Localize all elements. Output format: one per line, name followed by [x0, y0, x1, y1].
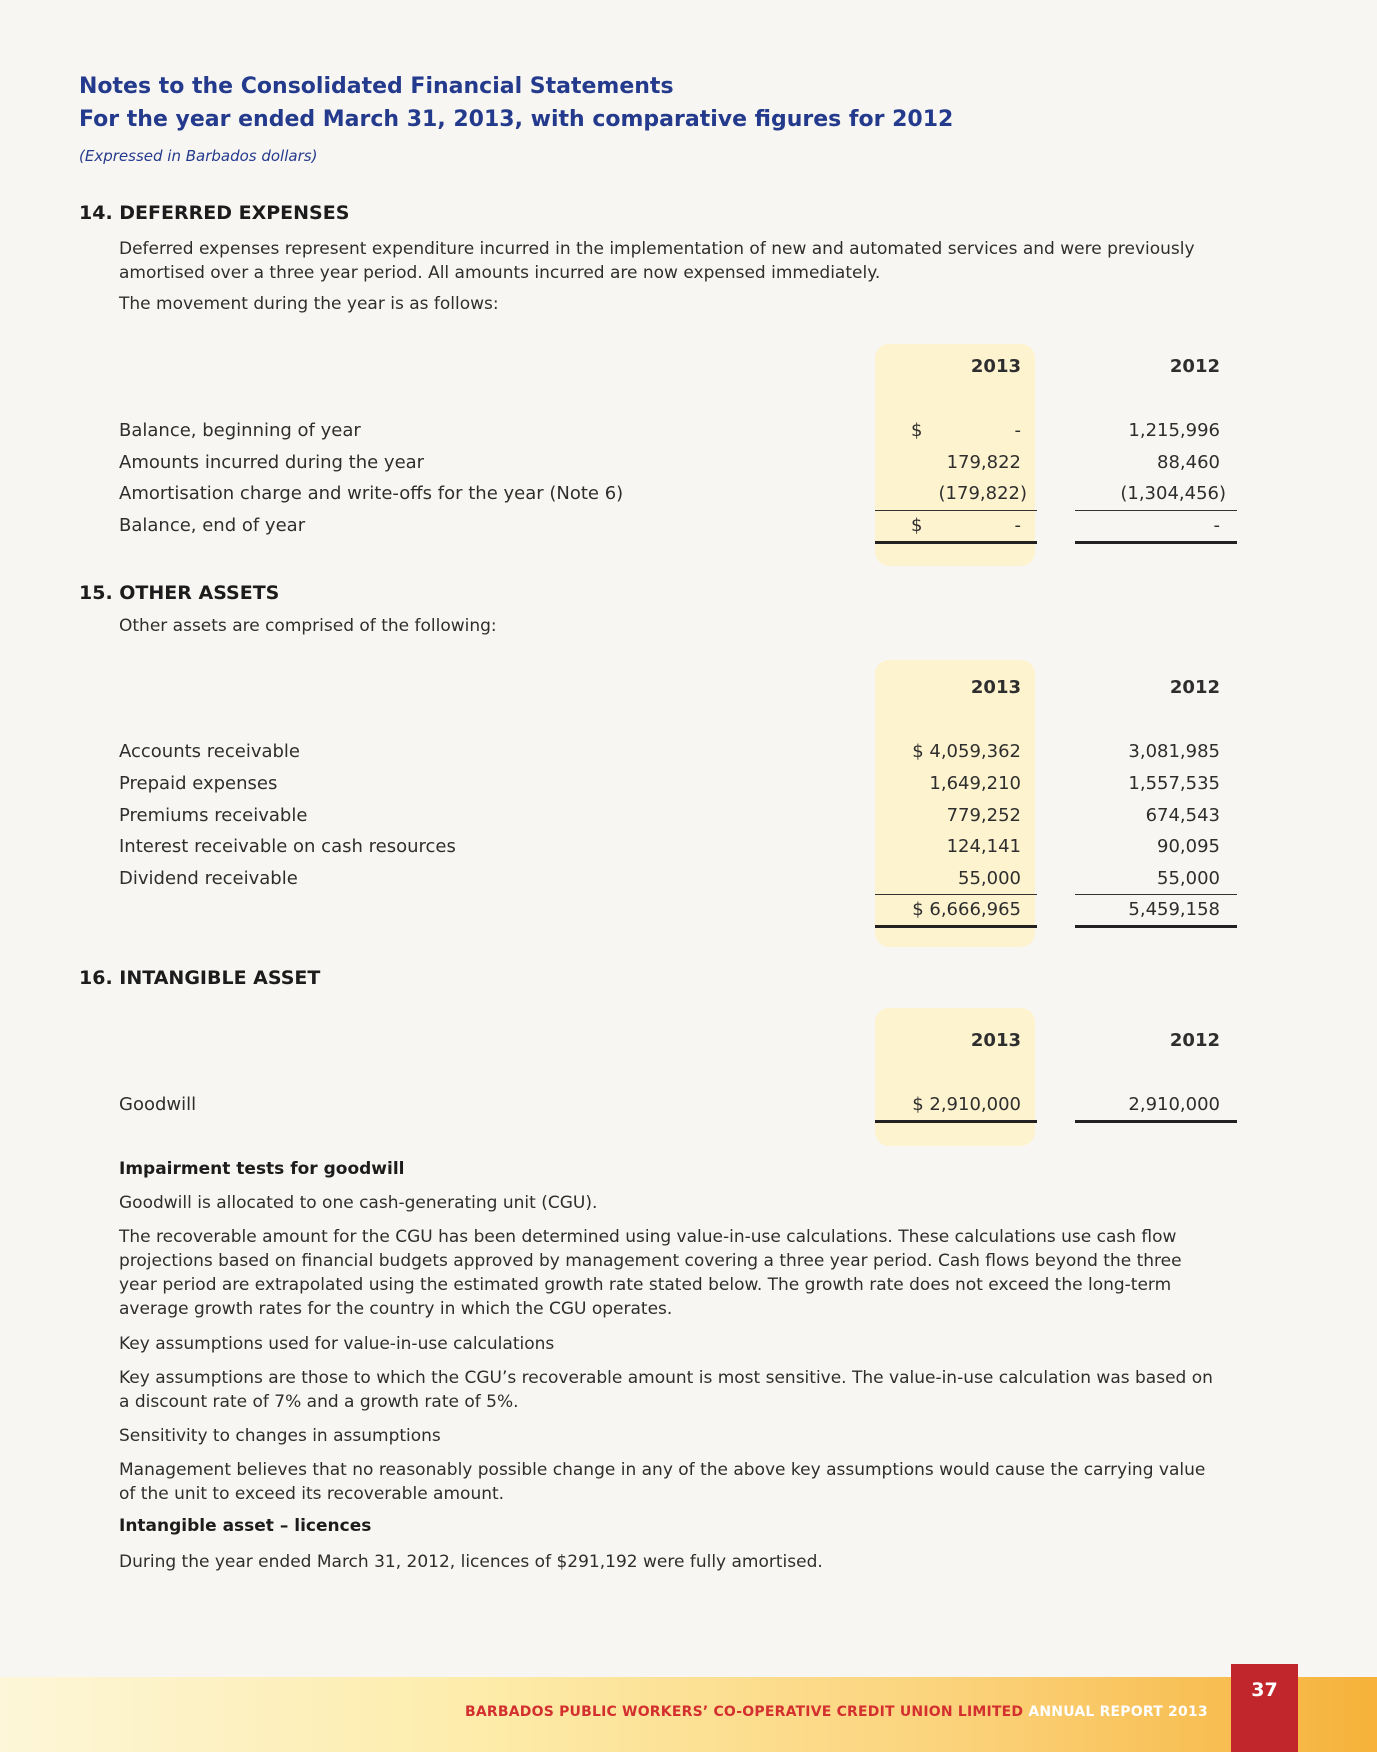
value-2013: (179,822)	[938, 483, 1027, 504]
total-rule	[875, 925, 1037, 928]
value-2013: 55,000	[958, 868, 1021, 889]
row-label: Prepaid expenses	[119, 773, 278, 794]
impairment-heading: Impairment tests for goodwill	[119, 1159, 405, 1179]
value-2012: 2,910,000	[1128, 1094, 1220, 1115]
value-2013: 779,252	[946, 805, 1021, 826]
paragraph	[119, 1366, 1259, 1414]
value-2012: (1,304,456)	[1120, 483, 1226, 504]
paragraph	[119, 1225, 1259, 1321]
paragraph-line: The recoverable amount for the CGU has been determined using value-in-use calculations. These calculations use cash flow	[119, 1227, 1177, 1247]
subtotal-rule	[875, 510, 1037, 511]
value-2013: $ 2,910,000	[912, 1094, 1021, 1115]
column-header-2013: 2013	[970, 677, 1021, 698]
page-subtitle: For the year ended March 31, 2013, with comparative figures for 2012	[79, 107, 954, 132]
value-2013: 1,649,210	[929, 773, 1021, 794]
column-header-2012: 2012	[1169, 356, 1220, 377]
row-label: Premiums receivable	[119, 805, 308, 826]
paragraph-line: year period are extrapolated using the estimated growth rate stated below. The growth rate does not exceed the long-term	[119, 1275, 1172, 1295]
row-label: Dividend receivable	[119, 868, 298, 889]
section-16-heading: 16. INTANGIBLE ASSET	[79, 967, 321, 989]
highlight-column-2013	[875, 1008, 1035, 1146]
row-label: Accounts receivable	[119, 741, 301, 762]
currency-symbol: $	[911, 515, 923, 536]
paragraph: Sensitivity to changes in assumptions	[119, 1426, 441, 1446]
page-title: Notes to the Consolidated Financial Statements	[79, 74, 674, 99]
paragraph-line: of the unit to exceed its recoverable amount.	[119, 1484, 505, 1504]
row-label: Goodwill	[119, 1094, 197, 1115]
row-label: Balance, end of year	[119, 515, 306, 536]
footer-report: ANNUAL REPORT 2013	[1028, 1704, 1208, 1720]
row-label: Amounts incurred during the year	[119, 452, 425, 473]
paragraph: Goodwill is allocated to one cash-generating unit (CGU).	[119, 1193, 598, 1213]
section-15-heading: 15. OTHER ASSETS	[79, 582, 280, 604]
value-2013: 124,141	[946, 836, 1021, 857]
paragraph-line: average growth rates for the country in which the CGU operates.	[119, 1299, 673, 1319]
page-number: 37	[1251, 1679, 1278, 1701]
paragraph-line: projections based on financial budgets approved by management covering a three year period. Cash flows beyond the three	[119, 1251, 1182, 1271]
section-14-intro: The movement during the year is as follows:	[119, 294, 499, 314]
value-2012: 55,000	[1157, 868, 1220, 889]
total-rule	[875, 1120, 1037, 1123]
total-2013: $ 6,666,965	[912, 899, 1021, 920]
row-label: Balance, beginning of year	[119, 420, 361, 441]
paragraph-line: a discount rate of 7% and a growth rate of 5%.	[119, 1392, 519, 1412]
licences-heading: Intangible asset – licences	[119, 1516, 372, 1536]
paragraph: During the year ended March 31, 2012, licences of $291,192 were fully amortised.	[119, 1552, 823, 1572]
column-header-2013: 2013	[970, 356, 1021, 377]
total-2012: 5,459,158	[1128, 899, 1220, 920]
paragraph-line: Key assumptions are those to which the CGU’s recoverable amount is most sensitive. The value-in-use calculation was based on	[119, 1368, 1213, 1388]
footer-text	[465, 1704, 1208, 1720]
currency-note: (Expressed in Barbados dollars)	[79, 147, 318, 165]
total-rule	[1075, 1120, 1237, 1123]
value-2013: -	[1014, 420, 1021, 441]
value-2013: $ 4,059,362	[912, 741, 1021, 762]
value-2012: 88,460	[1157, 452, 1220, 473]
value-2012: 1,557,535	[1128, 773, 1220, 794]
section-14-paragraph	[119, 237, 1259, 285]
section-15-intro: Other assets are comprised of the following:	[119, 616, 497, 636]
row-label: Interest receivable on cash resources	[119, 836, 456, 857]
subtotal-rule	[1075, 894, 1237, 895]
paragraph: Key assumptions used for value-in-use calculations	[119, 1334, 555, 1354]
value-2012: 1,215,996	[1128, 420, 1220, 441]
subtotal-rule	[1075, 510, 1237, 511]
total-rule	[875, 541, 1037, 544]
value-2013: 179,822	[946, 452, 1021, 473]
paragraph-line: amortised over a three year period. All amounts incurred are now expensed immediately.	[119, 263, 881, 283]
paragraph	[119, 1458, 1259, 1506]
value-2013: -	[1014, 515, 1021, 536]
paragraph-line: Deferred expenses represent expenditure incurred in the implementation of new and automated services and were previously	[119, 239, 1195, 259]
row-label: Amortisation charge and write-offs for the year (Note 6)	[119, 483, 624, 504]
value-2012: 90,095	[1157, 836, 1220, 857]
column-header-2012: 2012	[1169, 677, 1220, 698]
column-header-2013: 2013	[970, 1030, 1021, 1051]
total-rule	[1075, 541, 1237, 544]
total-rule	[1075, 925, 1237, 928]
currency-symbol: $	[911, 420, 923, 441]
value-2012: 674,543	[1145, 805, 1220, 826]
column-header-2012: 2012	[1169, 1030, 1220, 1051]
value-2012: 3,081,985	[1128, 741, 1220, 762]
page-number-box	[1231, 1664, 1298, 1752]
paragraph-line: Management believes that no reasonably possible change in any of the above key assumptions would cause the carrying value	[119, 1460, 1206, 1480]
section-14-heading: 14. DEFERRED EXPENSES	[79, 202, 350, 224]
subtotal-rule	[875, 894, 1037, 895]
value-2012: -	[1213, 515, 1220, 536]
footer-org: BARBADOS PUBLIC WORKERS’ CO-OPERATIVE CREDIT UNION LIMITED	[465, 1704, 1024, 1720]
